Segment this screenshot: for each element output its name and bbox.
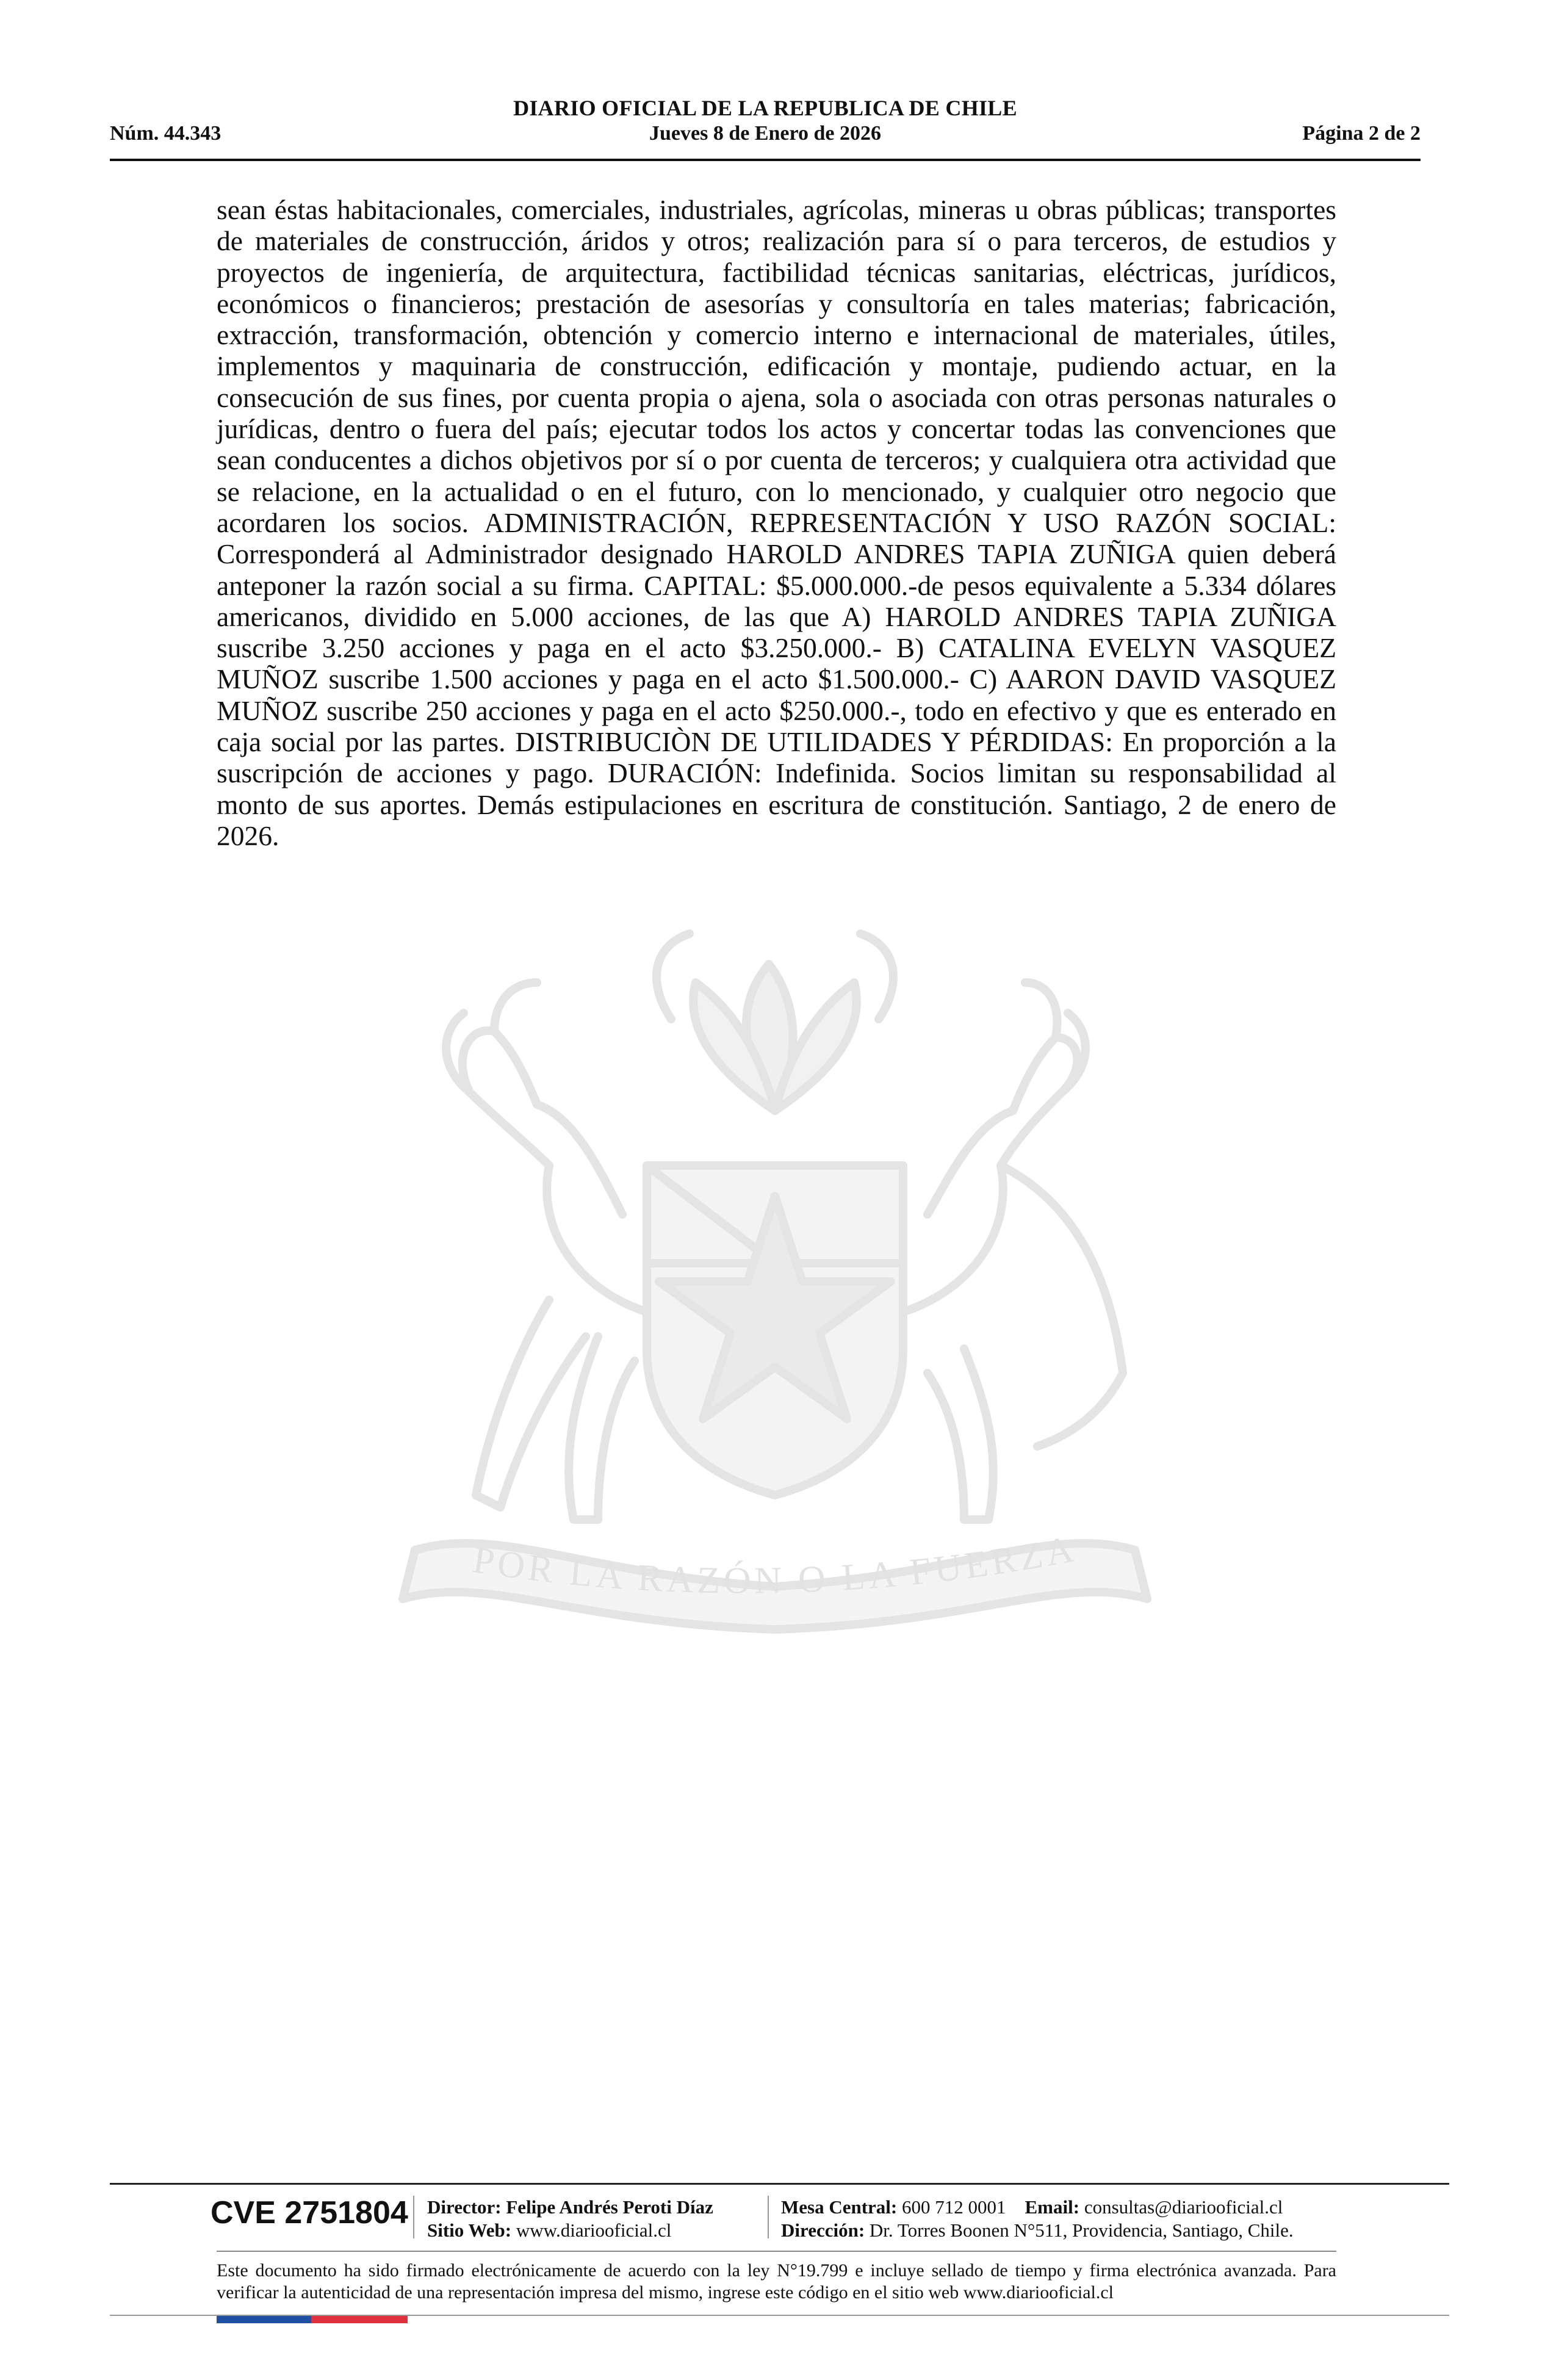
issue-date: Jueves 8 de Enero de 2026 <box>649 122 881 145</box>
director-name: Felipe Andrés Peroti Díaz <box>506 2196 713 2218</box>
footer-separator <box>413 2196 414 2238</box>
document-body: sean éstas habitacionales, comerciales, industriales, agrícolas, mineras u obras públicas; transportes de materiales de construcción, áridos y otros; realización para sí o para terceros, de estudios y proyectos de ingeniería, de arquitectura, factibilidad técnicas sanitarias, eléctricas, jurídicos, económicos o financieros; prestación de asesorías y consultoría en tales materias; fabricación, extracción, transformación, obtención y comercio interno e internacional de materiales, útiles, implementos y maquinaria de construcción, edificación y montaje, pudiendo actuar, en la consecución de sus fines, por cuenta propia o ajena, sola o asociada con otras personas naturales o jurídicas, dentro o fuera del país; ejecutar todos los actos y concertar todas las convenciones que sean conducentes a dichos objetivos por sí o por cuenta de terceros; y cualquiera otra actividad que se relacione, en la actualidad o en el futuro, con lo mencionado, y cualquier otro negocio que acordaren los socios. ADMINISTRACIÓN, REPRESENTACIÓN Y USO RAZÓN SOCIAL: Corresponderá al Administrador designado HAROLD ANDRES TAPIA ZUÑIGA quien deberá anteponer la razón social a su firma. CAPITAL: $5.000.000.-de pesos equivalente a 5.334 dólares americanos, dividido en 5.000 acciones, de las que A) HAROLD ANDRES TAPIA ZUÑIGA suscribe 3.250 acciones y paga en el acto $3.250.000.- B) CATALINA EVELYN VASQUEZ MUÑOZ suscribe 1.500 acciones y paga en el acto $1.500.000.- C) AARON DAVID VASQUEZ MUÑOZ suscribe 250 acciones y paga en el acto $250.000.-, todo en efectivo y que es enterado en caja social por las partes. DISTRIBUCIÒN DE UTILIDADES Y PÉRDIDAS: En proporción a la suscripción de acciones y pago. DURACIÓN: Indefinida. Socios limitan su responsabilidad al monto de sus aportes. Demás estipulaciones en escritura de constitución. Santiago, 2 de enero de 2026. <box>217 194 1336 851</box>
flag-stripe-blue <box>217 2316 311 2323</box>
footer-director-block <box>427 2196 713 2242</box>
page-number: Página 2 de 2 <box>1302 122 1421 145</box>
email-label: Email: <box>1025 2196 1080 2218</box>
chile-coat-of-arms-icon <box>207 909 1342 1678</box>
website-link[interactable]: www.diariooficial.cl <box>516 2220 672 2241</box>
director-label: Director: <box>427 2196 502 2218</box>
phone-label: Mesa Central: <box>781 2196 898 2218</box>
footer-contact-block <box>781 2196 1294 2242</box>
footer-top-divider <box>110 2183 1449 2185</box>
coat-of-arms-motto: POR LA RAZÓN O LA FUERZA <box>470 1527 1081 1602</box>
issue-number: Núm. 44.343 <box>110 122 222 145</box>
address-label: Dirección: <box>781 2220 865 2241</box>
footer-mid-divider <box>217 2251 1336 2252</box>
electronic-signature-notice: Este documento ha sido firmado electrónicamente de acuerdo con la ley N°19.799 e incluye sellado de tiempo y firma electrónica avanzada. Para verificar la autenticidad de una representación impresa del mismo, ingrese este código en el sitio web www.diariooficial.cl <box>217 2260 1336 2302</box>
phone-value: 600 712 0001 <box>902 2196 1006 2218</box>
cve-code: CVE 2751804 <box>211 2195 408 2230</box>
address-value: Dr. Torres Boonen N°511, Providencia, Santiago, Chile. <box>869 2220 1294 2241</box>
website-label: Sitio Web: <box>427 2220 512 2241</box>
email-link[interactable]: consultas@diariooficial.cl <box>1084 2196 1283 2218</box>
footer-separator <box>768 2196 769 2238</box>
publication-title: DIARIO OFICIAL DE LA REPUBLICA DE CHILE <box>513 96 1017 120</box>
page-header <box>110 93 1421 161</box>
flag-stripe-red <box>311 2316 408 2323</box>
